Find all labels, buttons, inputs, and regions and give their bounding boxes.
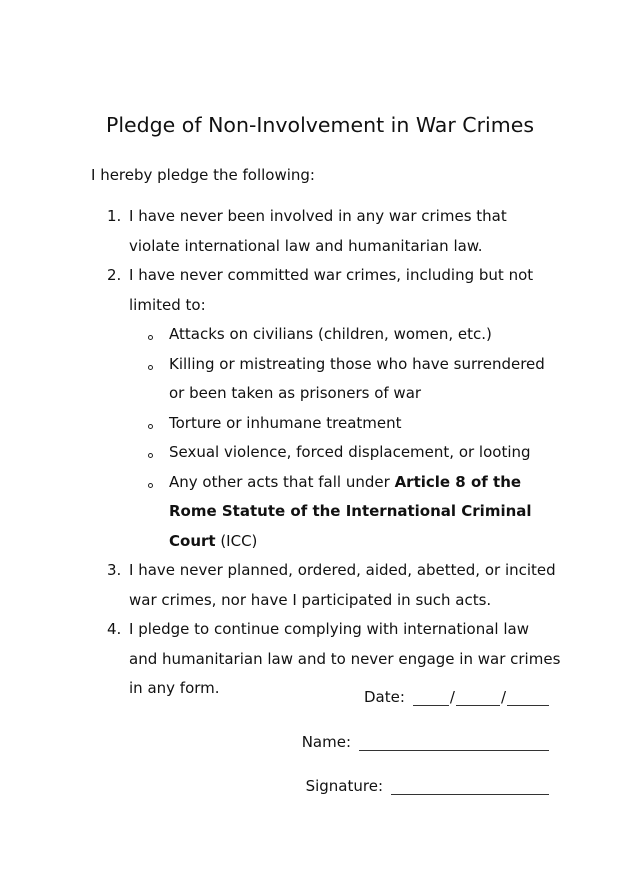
circle-bullet-icon — [148, 483, 153, 488]
pledge-number: 1. — [107, 207, 122, 225]
pledge-text: I have never been involved in any war crimes that violate international law and humanitarian law. — [129, 207, 507, 255]
sub-item-text: Attacks on civilians (children, women, etc.) — [169, 325, 492, 343]
pledge-list — [91, 202, 561, 704]
circle-bullet-icon — [148, 335, 153, 340]
date-label: Date: — [363, 688, 405, 706]
name-row — [302, 733, 549, 751]
intro-text: I hereby pledge the following: — [91, 166, 315, 184]
circle-bullet-icon — [148, 424, 153, 429]
signature-row — [306, 777, 549, 795]
pledge-text: I have never planned, ordered, aided, abetted, or incited war crimes, nor have I participated in such acts. — [129, 561, 556, 609]
date-month-field[interactable] — [456, 691, 500, 706]
sub-item — [129, 409, 561, 439]
pledge-text: I pledge to continue complying with international law and humanitarian law and to never engage in war crimes in any form. — [129, 620, 561, 697]
date-day-field[interactable] — [413, 691, 449, 706]
rome-statute-reference: Article 8 of the Rome Statute of the International Criminal Court — [169, 472, 532, 550]
pledge-item-3 — [91, 556, 561, 615]
date-separator: / — [500, 688, 506, 706]
sub-item — [129, 320, 561, 350]
document-title: Pledge of Non-Involvement in War Crimes — [105, 113, 535, 137]
sub-item-text: Killing or mistreating those who have surrendered or been taken as prisoners of war — [169, 354, 545, 402]
sub-item — [129, 468, 561, 557]
sub-item-text: Any other acts that fall under — [169, 472, 395, 491]
pledge-text: I have never committed war crimes, including but not limited to: — [129, 266, 534, 314]
date-year-field[interactable] — [507, 691, 549, 706]
signature-label: Signature: — [305, 777, 383, 795]
circle-bullet-icon — [148, 453, 153, 458]
sub-item — [129, 438, 561, 468]
date-separator: / — [449, 688, 455, 706]
sub-item-text: Torture or inhumane treatment — [169, 413, 402, 432]
sub-item — [129, 350, 561, 409]
pledge-item-1 — [91, 202, 561, 261]
pledge-number: 4. — [107, 620, 122, 638]
pledge-number: 2. — [107, 266, 122, 284]
name-label: Name: — [301, 733, 351, 751]
date-row — [364, 688, 549, 706]
name-field[interactable] — [359, 736, 549, 751]
pledge-item-2 — [91, 261, 561, 556]
pledge-number: 3. — [107, 561, 122, 579]
sub-item-text: Sexual violence, forced displacement, or looting — [169, 443, 531, 461]
sub-list — [129, 320, 561, 556]
signature-field[interactable] — [391, 780, 549, 795]
sub-item-text-suffix: (ICC) — [215, 531, 258, 550]
circle-bullet-icon — [148, 365, 153, 370]
